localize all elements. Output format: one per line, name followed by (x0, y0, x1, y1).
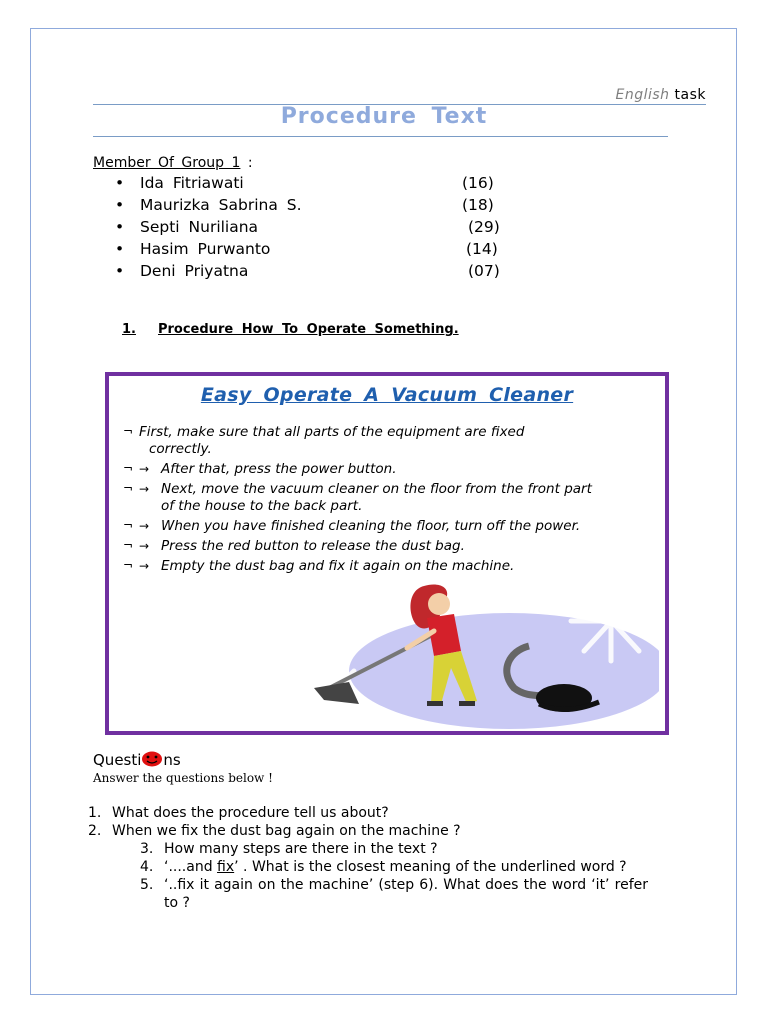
member-number: (16) (462, 174, 494, 192)
header-task (616, 87, 707, 103)
member-name: Ida Fitriawati (140, 174, 244, 192)
question-item (88, 822, 648, 840)
step-item (121, 481, 651, 515)
questions-instruction: Answer the questions below ! (93, 771, 273, 785)
section-heading (122, 322, 459, 337)
steps-list (121, 424, 651, 578)
step-text: First, make sure that all parts of the equipment are fixed (139, 424, 525, 440)
arrow-icon: → (139, 539, 150, 553)
member-item (115, 196, 535, 218)
section-text: Procedure How To Operate Something. (157, 322, 459, 337)
question-item (88, 858, 648, 876)
member-item (115, 218, 535, 240)
header-task-light: English (615, 87, 670, 103)
question-number: 1. (88, 805, 102, 821)
member-item (115, 174, 535, 196)
arrow-icon: → (139, 482, 150, 496)
arrow-icon: → (139, 519, 150, 533)
bullet-icon: • (115, 262, 125, 280)
arrow-icon: → (139, 559, 150, 573)
member-number: (18) (462, 196, 494, 214)
step-mark-icon: ¬ (123, 461, 134, 475)
underlined-word: fix (217, 859, 235, 875)
bullet-icon: • (115, 196, 125, 214)
members-heading-label: Member Of Group 1 (93, 155, 241, 171)
member-name: Hasim Purwanto (140, 240, 271, 258)
procedure-title: Easy Operate A Vacuum Cleaner (200, 384, 574, 406)
questions-heading-start: Questi (93, 751, 142, 769)
step-item (121, 461, 651, 478)
bullet-icon: • (115, 240, 125, 258)
member-name: Septi Nuriliana (140, 218, 259, 236)
questions-heading-end: ns (163, 751, 181, 769)
question-item (88, 840, 648, 858)
members-heading-colon: : (247, 155, 253, 171)
step-text-continued: of the house to the back part. (161, 498, 363, 514)
member-item (115, 262, 535, 284)
section-number: 1. (122, 322, 136, 337)
step-item (121, 518, 651, 535)
step-text: Press the red button to release the dust bag. (161, 538, 465, 554)
member-list (115, 174, 535, 284)
bullet-icon: • (115, 218, 125, 236)
question-number: 5. (140, 877, 154, 893)
step-item (121, 538, 651, 555)
question-number: 2. (88, 823, 102, 839)
member-name: Deni Priyatna (140, 262, 249, 280)
header-task-bold: task (674, 87, 706, 103)
step-mark-icon: ¬ (123, 424, 134, 438)
questions-heading (93, 751, 181, 769)
step-text: Next, move the vacuum cleaner on the floor from the front part (161, 481, 592, 497)
page-title: Procedure Text (280, 104, 488, 129)
question-number: 3. (140, 841, 154, 857)
member-item (115, 240, 535, 262)
member-number: (07) (468, 262, 500, 280)
question-text: ‘..fix it again on the machine’ (step 6). What does the word ‘it’ refer to ? (164, 877, 648, 911)
step-text: After that, press the power button. (161, 461, 397, 477)
step-mark-icon: ¬ (123, 518, 134, 532)
step-text: When you have finished cleaning the floor, turn off the power. (161, 518, 581, 534)
question-text (140, 858, 648, 876)
step-item (121, 424, 651, 458)
question-number: 4. (140, 859, 154, 875)
smiley-face-icon (141, 751, 163, 767)
member-name: Maurizka Sabrina S. (140, 196, 302, 214)
question-text: How many steps are there in the text ? (164, 841, 438, 857)
member-number: (14) (466, 240, 498, 258)
question-text: When we fix the dust bag again on the machine ? (112, 823, 461, 839)
question-item (88, 876, 648, 912)
title-rule (93, 136, 668, 137)
step-text: Empty the dust bag and fix it again on the machine. (161, 558, 515, 574)
step-mark-icon: ¬ (123, 538, 134, 552)
question-text-start: ‘....and (164, 859, 218, 875)
arrow-icon: → (139, 462, 150, 476)
member-number: (29) (468, 218, 500, 236)
step-item (121, 558, 651, 575)
bullet-icon: • (115, 174, 125, 192)
question-text: What does the procedure tell us about? (112, 805, 389, 821)
step-text-continued: correctly. (149, 441, 212, 457)
question-item (88, 804, 648, 822)
step-mark-icon: ¬ (123, 558, 134, 572)
vacuum-cleaner-illustration (309, 576, 659, 731)
procedure-box (105, 372, 669, 735)
members-heading (93, 155, 253, 171)
question-text-end: ’ . What is the closest meaning of the underlined word ? (234, 859, 627, 875)
question-list (88, 804, 648, 912)
step-mark-icon: ¬ (123, 481, 134, 495)
